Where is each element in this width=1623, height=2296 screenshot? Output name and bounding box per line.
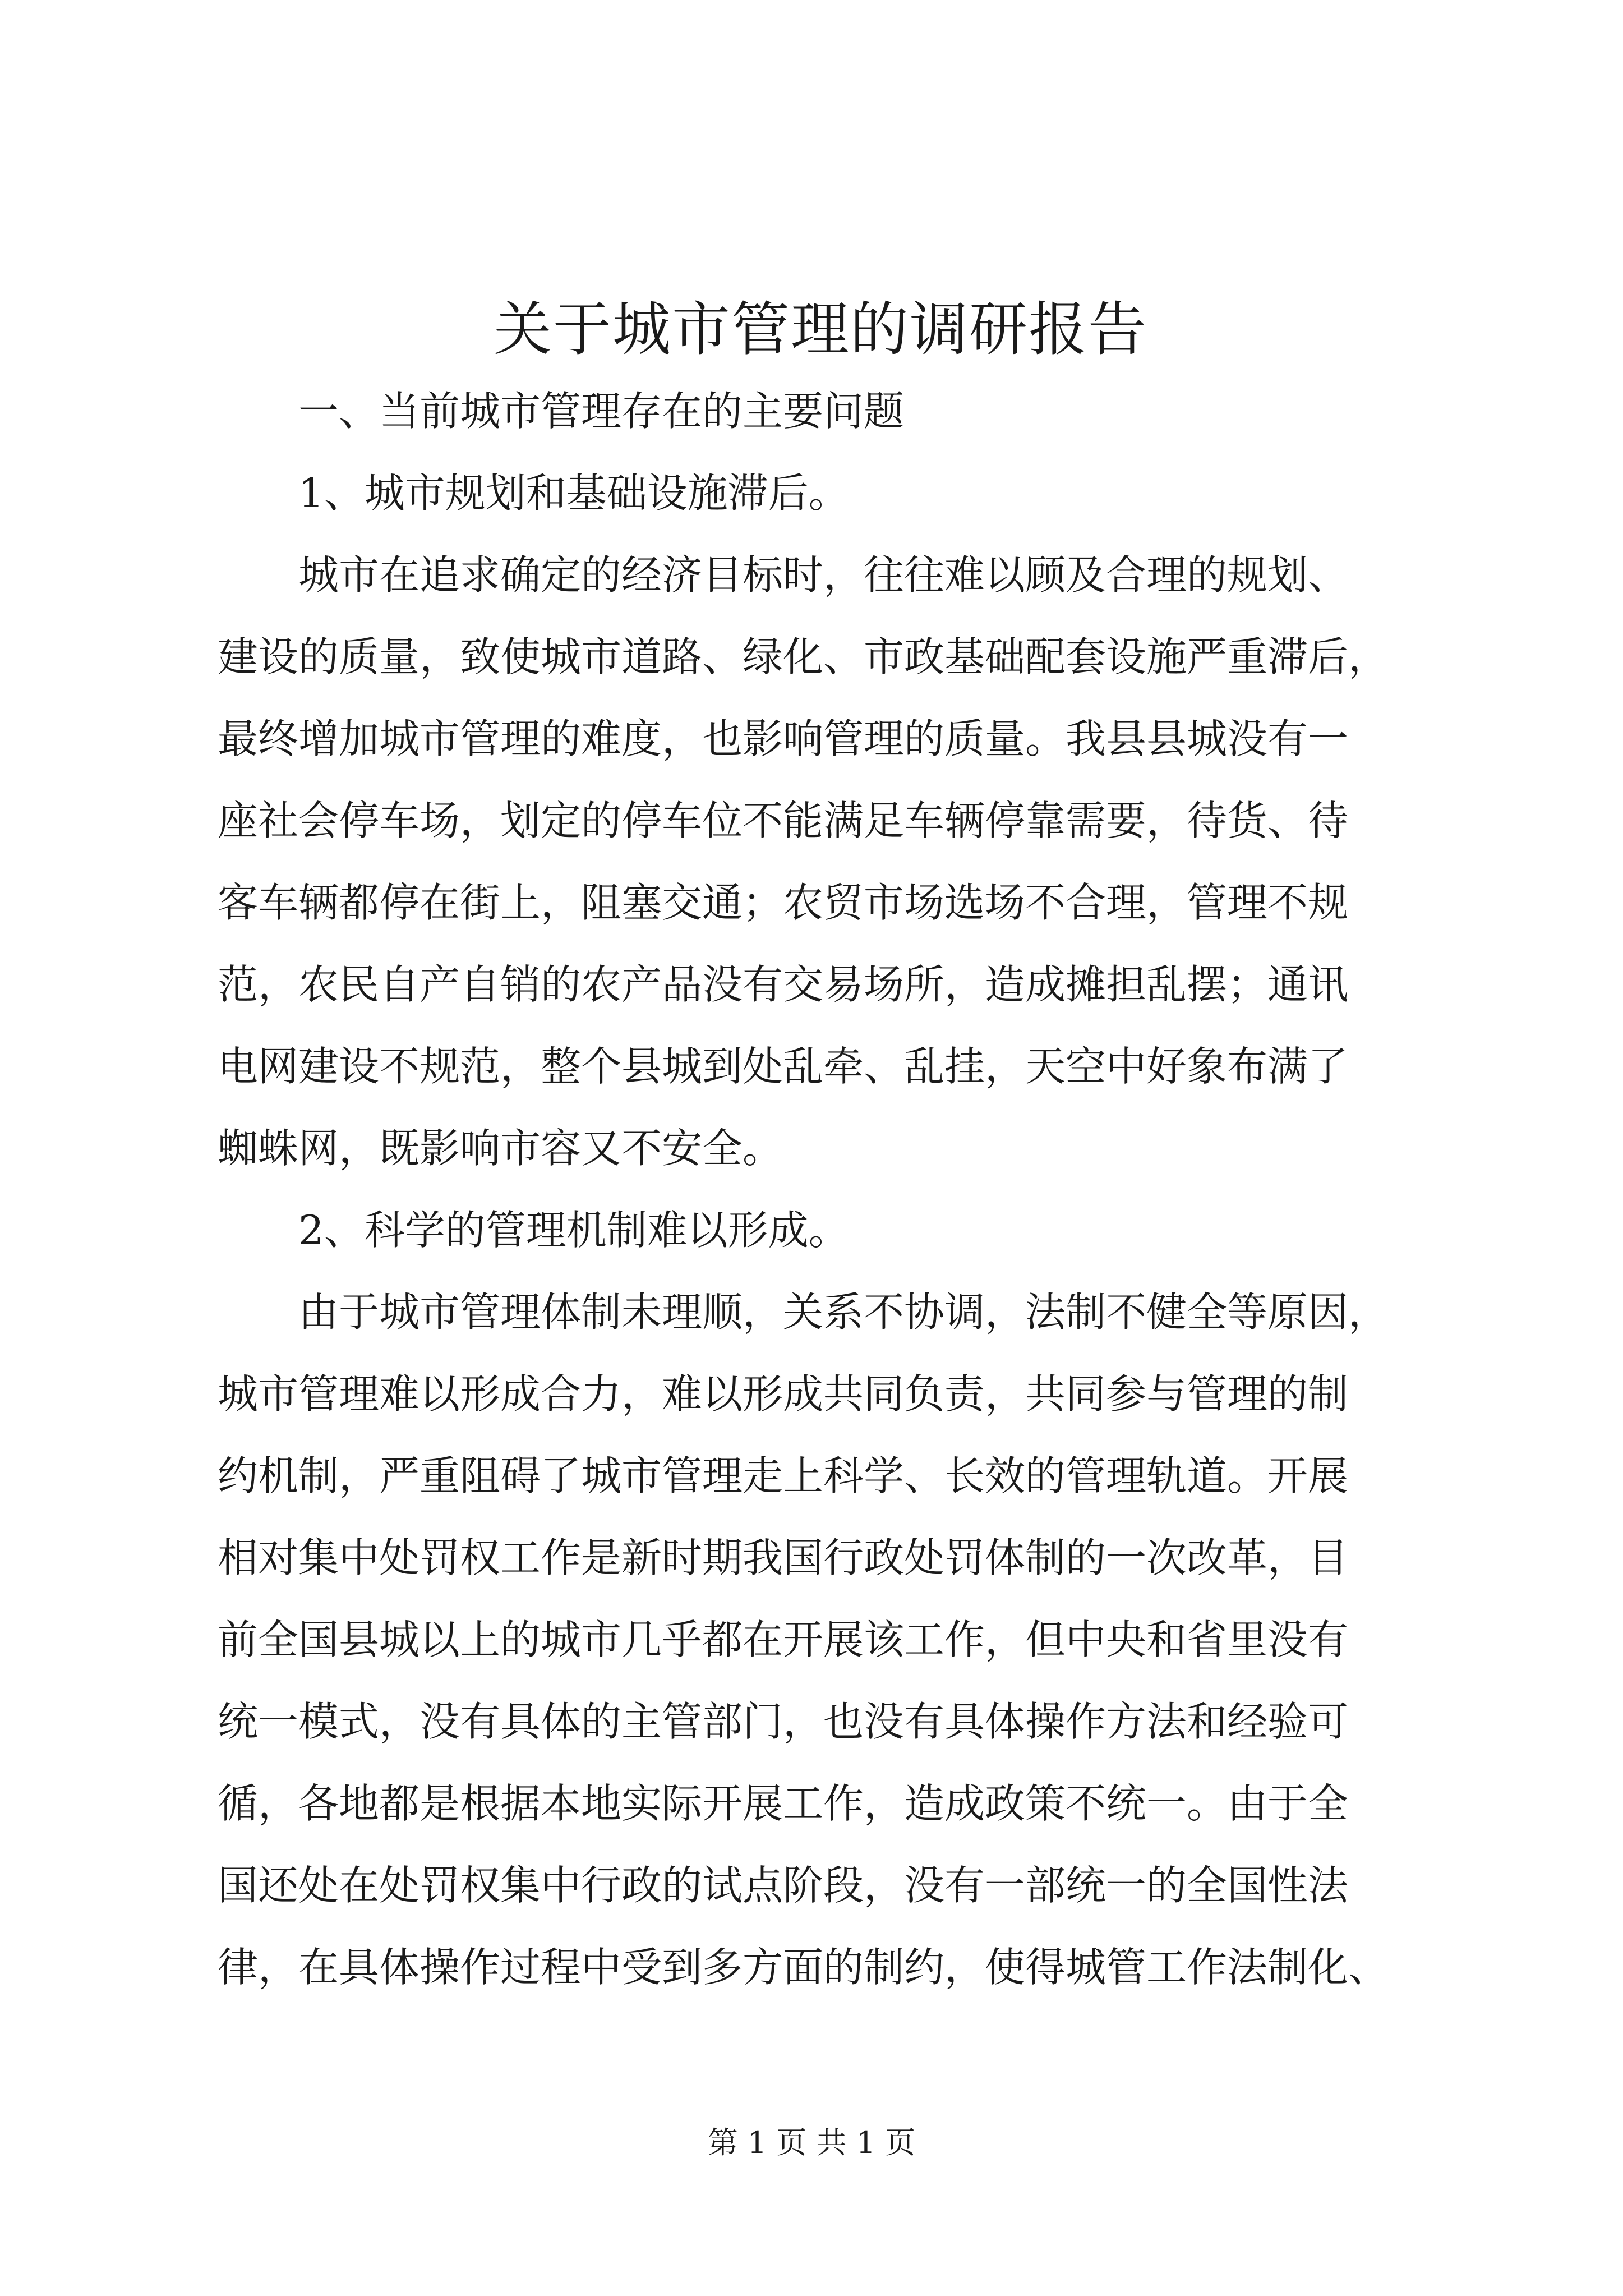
text-line: 循，各地都是根据本地实际开展工作，造成政策不统一。由于全	[218, 1780, 1349, 1827]
item-heading-2: 2、科学的管理机制难以形成。	[298, 1207, 849, 1254]
text-line: 相对集中处罚权工作是新时期我国行政处罚体制的一次改革，目	[218, 1534, 1349, 1581]
text-line: 国还处在处罚权集中行政的试点阶段，没有一部统一的全国性法	[218, 1862, 1349, 1909]
text-line: 城市管理难以形成合力，难以形成共同负责，共同参与管理的制	[218, 1370, 1349, 1418]
text-line: 建设的质量，致使城市道路、绿化、市政基础配套设施严重滞后，	[218, 633, 1389, 680]
text-line: 蜘蛛网，既影响市容又不安全。	[218, 1125, 783, 1172]
text-line: 最终增加城市管理的难度，也影响管理的质量。我县县城没有一	[218, 715, 1349, 762]
text-line: 律，在具体操作过程中受到多方面的制约，使得城管工作法制化、	[218, 1944, 1389, 1991]
item-heading-1: 1、城市规划和基础设施滞后。	[298, 470, 849, 517]
text-line: 由于城市管理体制未理顺，关系不协调，法制不健全等原因，	[298, 1289, 1389, 1336]
text-line: 前全国县城以上的城市几乎都在开展该工作，但中央和省里没有	[218, 1616, 1349, 1663]
text-line: 约机制，严重阻碍了城市管理走上科学、长效的管理轨道。开展	[218, 1452, 1349, 1499]
text-line: 座社会停车场，划定的停车位不能满足车辆停靠需要，待货、待	[218, 797, 1349, 844]
page-footer: 第 1 页 共 1 页	[707, 2125, 916, 2160]
paragraph-1	[218, 534, 1423, 1189]
document-title: 关于城市管理的调研报告	[493, 295, 1147, 364]
text-line: 电网建设不规范，整个县城到处乱牵、乱挂，天空中好象布满了	[218, 1043, 1349, 1090]
text-line: 客车辆都停在街上，阻塞交通；农贸市场选场不合理，管理不规	[218, 879, 1349, 926]
paragraph-2	[218, 1271, 1423, 2008]
section-heading-1: 一、当前城市管理存在的主要问题	[298, 388, 905, 435]
document-body	[218, 289, 1423, 2008]
text-line: 城市在追求确定的经济目标时，往往难以顾及合理的规划、	[298, 551, 1349, 599]
text-line: 统一模式，没有具体的主管部门，也没有具体操作方法和经验可	[218, 1698, 1349, 1745]
text-line: 范，农民自产自销的农产品没有交易场所，造成摊担乱摆；通讯	[218, 961, 1349, 1008]
